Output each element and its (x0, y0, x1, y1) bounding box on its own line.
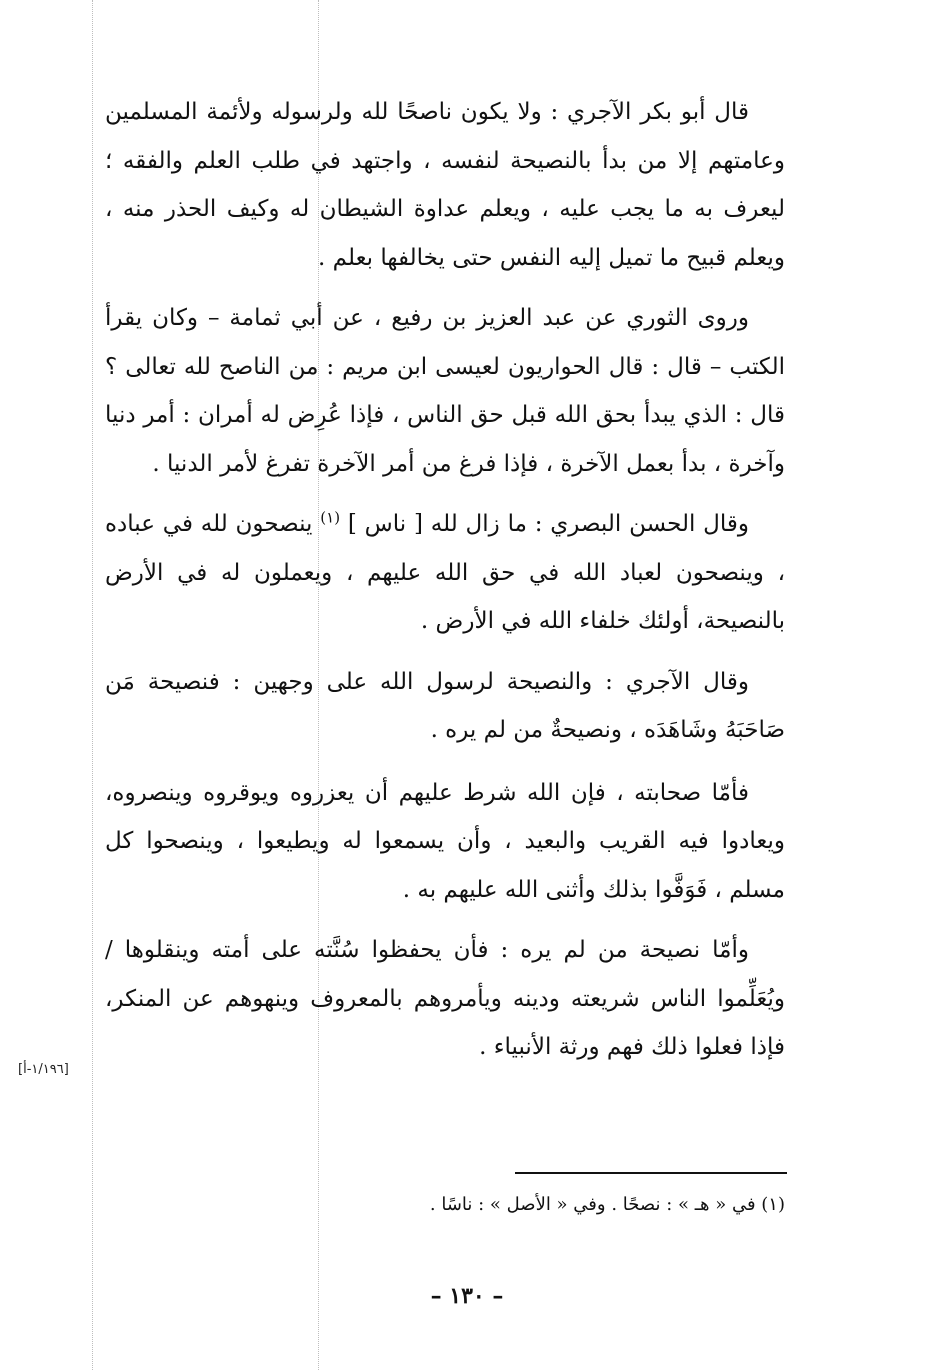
hasan-text-end: ينصحون لله في عباده ، وينصحون لعباد الله في حق الله عليهم ، ويعملون له في الأرض بالنصيحة، أولئك خلفاء الله في الأرض . (105, 511, 785, 634)
paragraph-later-generations: وأمّا نصيحة من لم يره : فأن يحفظوا سُنَّته على أمته وينقلوها /ويُعَلِّموا الناس شريعته ودينه ويأمروهم بالمعروف وينهوهم عن المنكر، فإذا فعلوا ذلك فهم ورثة الأنبياء . (105, 937, 785, 1060)
scan-fold-line-left (92, 0, 93, 1370)
footnote-divider (515, 1172, 787, 1174)
paragraph-thawri-narration: وروى الثوري عن عبد العزيز بن رفيع ، عن أبي ثمامة – وكان يقرأ الكتب – قال : قال الحواريون لعيسى ابن مريم : من الناصح لله تعالى ؟ قال : الذي يبدأ بحق الله قبل حق الناس ، فإذا عُرِض له أمران : أمر دنيا وآخرة ، بدأ بعمل الآخرة ، فإذا فرغ من أمر الآخرة تفرغ لأمر الدنيا . (105, 305, 785, 477)
manuscript-folio-marker: [١/١٩٦-أ] (18, 1062, 69, 1077)
paragraph-two-aspects: وقال الآجري : والنصيحة لرسول الله على وجهين : فنصيحة مَن صَاحَبَهُ وشَاهَدَه ، ونصيحةٌ من لم يره . (105, 668, 785, 743)
footnote-reference[interactable]: (١) (320, 508, 341, 527)
hasan-text-start: وقال الحسن البصري : ما زال لله [ ناس ] (340, 511, 749, 537)
paragraph-ajurri-nasih: قال أبو بكر الآجري : ولا يكون ناصحًا لله ولرسوله ولأئمة المسلمين وعامتهم إلا من بدأ بالنصيحة لنفسه ، واجتهد في طلب العلم والفقه ؛ ليعرف به ما يجب عليه ، ويعلم عداوة الشيطان له وكيف الحذر منه ، ويعلم قبيح ما تميل إليه النفس حتى يخالفها بعلم . (105, 99, 785, 271)
paragraph-companions: فأمّا صحابته ، فإن الله شرط عليهم أن يعزروه ويوقروه وينصروه، ويعادوا فيه القريب والبعيد ، وأن يسمعوا له ويطيعوا ، وينصحوا كل مسلم ، فَوَفَّوا بذلك وأثنى الله عليهم به . (105, 779, 785, 903)
main-text (105, 88, 785, 1084)
paragraph-hasan-basri (105, 500, 785, 646)
page-number: – ١٣٠ – (430, 1283, 504, 1309)
footnote-text: (١) في « هـ » : نصحًا . وفي « الأصل » : ناسًا . (429, 1194, 785, 1215)
